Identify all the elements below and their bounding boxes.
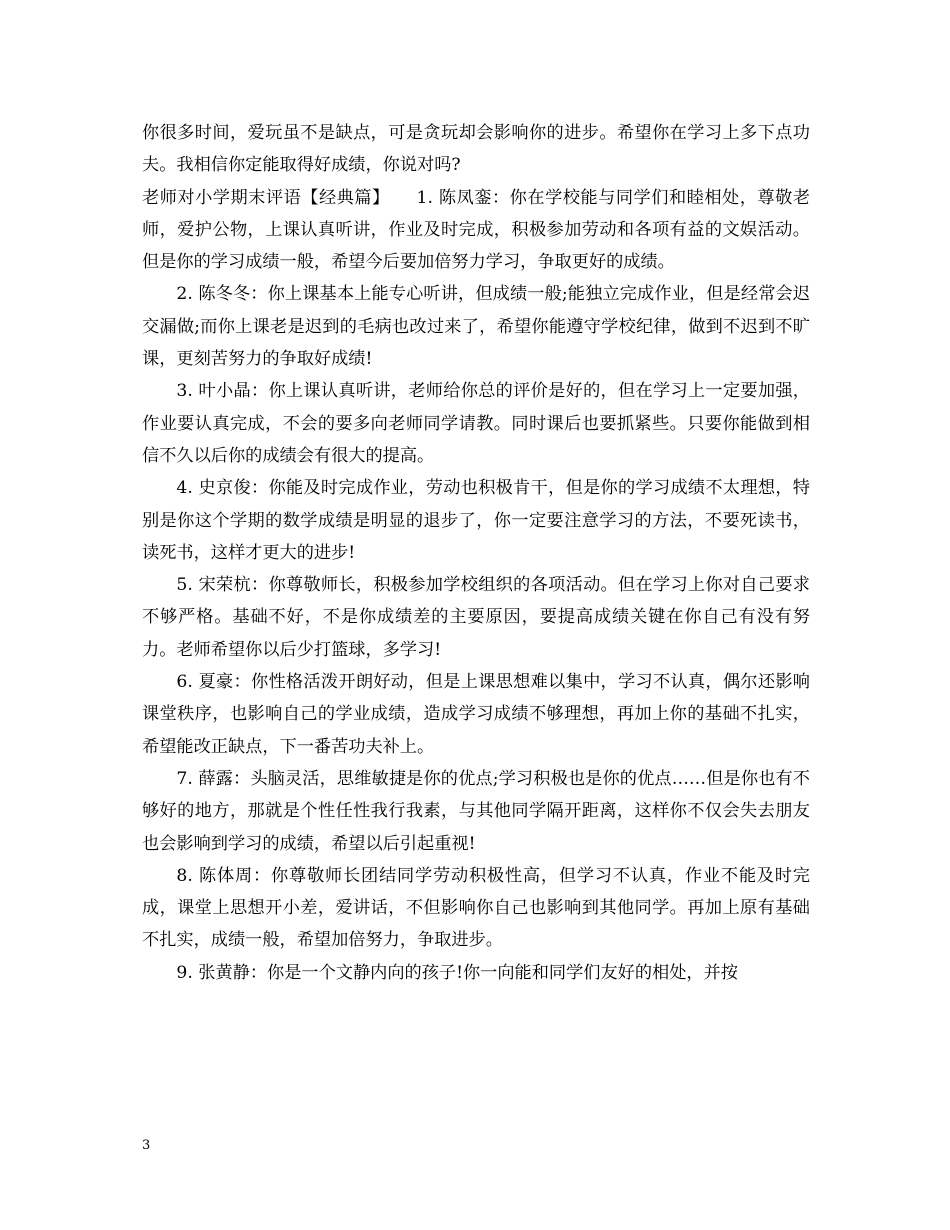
- comment-paragraph-6: 6. 夏豪：你性格活泼开朗好动，但是上课思想难以集中，学习不认真，偶尔还影响课堂秩序，也影响自己的学业成绩，造成学习成绩不够理想，再加上你的基础不扎实，希望能改正缺点，下一番苦功夫补上。: [142, 672, 810, 757]
- comment-paragraph-9: 9. 张黄静：你是一个文静内向的孩子!你一向能和同学们友好的相处，并按: [176, 962, 738, 983]
- page-number: 3: [142, 1138, 151, 1153]
- comment-paragraph-4: 4. 史京俊：你能及时完成作业，劳动也积极肯干，但是你的学习成绩不太理想，特别是你这个学期的数学成绩是明显的退步了，你一定要注意学习的方法，不要死读书，读死书，这样才更大的进步!: [142, 478, 810, 563]
- section-heading-paragraph: 老师对小学期末评语【经典篇】 1. 陈凤銮：你在学校能与同学们和睦相处，尊敬老师，爱护公物，上课认真听讲，作业及时完成，积极参加劳动和各项有益的文娱活动。但是你的学习成绩一般，希望今后要加倍努力学习，争取更好的成绩。: [142, 187, 810, 273]
- comment-paragraph-8: 8. 陈体周：你尊敬师长团结同学劳动积极性高，但学习不认真，作业不能及时完成，课堂上思想开小差，爱讲话，不但影响你自己也影响到其他同学。再加上原有基础不扎实，成绩一般，希望加倍努力，争取进步。: [142, 865, 810, 951]
- comment-paragraph-3: 3. 叶小晶：你上课认真听讲，老师给你总的评价是好的，但在学习上一定要加强，作业要认真完成，不会的要多向老师同学请教。同时课后也要抓紧些。只要你能做到相信不久以后你的成绩会有很大的提高。: [142, 381, 810, 466]
- comment-paragraph-5: 5. 宋荣杭：你尊敬师长，积极参加学校组织的各项活动。但在学习上你对自己要求不够严格。基础不好，不是你成绩差的主要原因，要提高成绩关键在你自己有没有努力。老师希望你以后少打篮球，多学习!: [142, 575, 810, 660]
- continued-paragraph: 你很多时间，爱玩虽不是缺点，可是贪玩却会影响你的进步。希望你在学习上多下点功夫。我相信你定能取得好成绩，你说对吗?: [142, 123, 810, 176]
- comment-paragraph-7: 7. 薛露：头脑灵活，思维敏捷是你的优点;学习积极也是你的优点……但是你也有不够好的地方，那就是个性任性我行我素，与其他同学隔开距离，这样你不仅会失去朋友也会影响到学习的成绩，希望以后引起重视!: [142, 768, 810, 854]
- comment-paragraph-2: 2. 陈冬冬：你上课基本上能专心听讲，但成绩一般;能独立完成作业，但是经常会迟交漏做;而你上课老是迟到的毛病也改过来了，希望你能遵守学校纪律，做到不迟到不旷课，更刻苦努力的争取好成绩!: [142, 284, 810, 370]
- document-body: [142, 117, 810, 989]
